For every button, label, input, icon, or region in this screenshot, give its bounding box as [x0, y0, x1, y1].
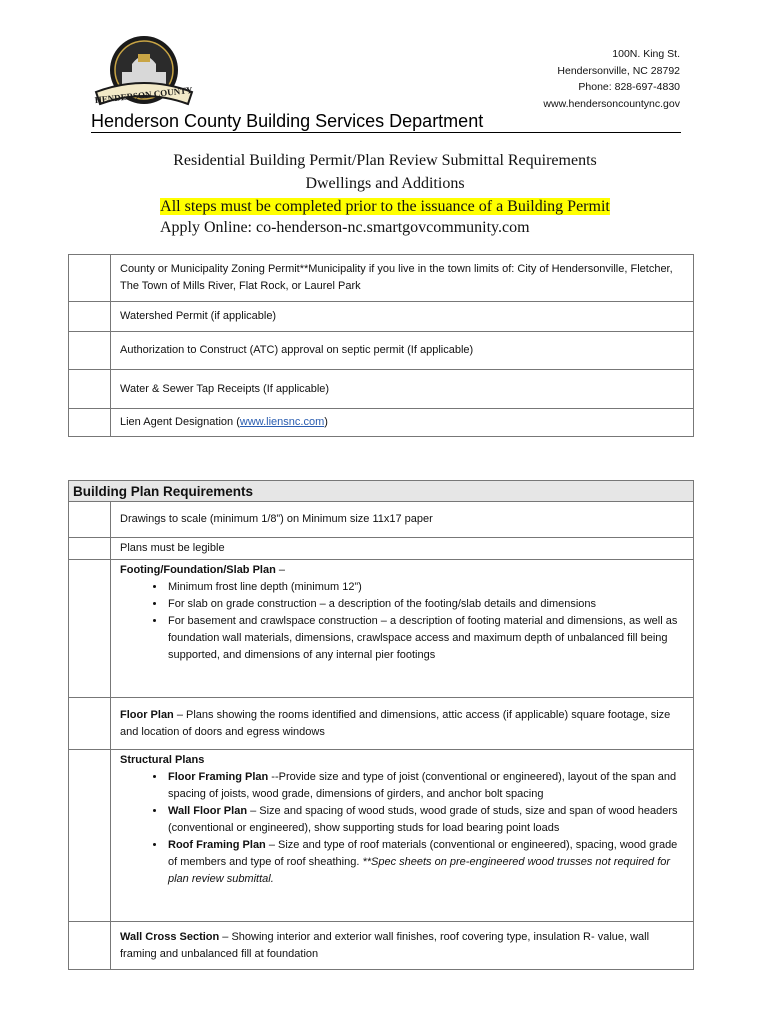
structural-plans-item: Structural Plans • Floor Framing Plan --Provide size and type of joist (conventional or engineered), layout of the span and spacing of joists, wood grade, dimensions of girders, and anchor bolt spacing • Wall Floor Plan – Size and spacing of wood studs, wood grade of studs, size and span of wood headers (conventional or engineered), show supporting studs for load bearing point loads • Roof Framing Plan – Size and type of roof materials (conventional or engineered), spacing, wood grade of members and type of roof sheathing. **Spec sheets on pre-engineered wood trusses not required for plan review submittal.	[111, 750, 694, 922]
atc-approval-item: Authorization to Construct (ATC) approval on septic permit (If applicable)	[111, 332, 694, 370]
footing-bullet-list	[120, 579, 687, 664]
address-website[interactable]: www.hendersoncountync.gov	[543, 97, 680, 110]
wall-cross-section-item: Wall Cross Section – Showing interior and exterior wall finishes, roof covering type, insulation R- value, wall framing and unbalanced fill at foundation	[111, 922, 694, 970]
table-row	[69, 560, 694, 698]
plans-legible-item: Plans must be legible	[111, 538, 694, 560]
list-item: • Roof Framing Plan – Size and type of roof materials (conventional or engineered), spacing, wood grade of members and type of roof sheathing. **Spec sheets on pre-engineered wood trusses not required for plan review submittal.	[166, 837, 687, 888]
zoning-permit-item: County or Municipality Zoning Permit**Municipality if you live in the town limits of: City of Hendersonville, Fletcher, The Town of Mills River, Flat Rock, or Laurel Park	[111, 255, 694, 302]
apply-online-text: Apply Online: co-henderson-nc.smartgovcommunity.com	[160, 219, 530, 236]
department-title: Henderson County Building Services Department	[91, 110, 681, 133]
table-row	[69, 502, 694, 538]
structural-bullet-list	[120, 769, 687, 888]
table-row	[69, 538, 694, 560]
table-row	[69, 698, 694, 750]
list-item: • For basement and crawlspace construction – a description of footing material and dimensions, as well as foundation wall materials, dimensions, crawlspace access and maximum depth of unbalanced fill being supported, and dimensions of any internal pier footings	[166, 613, 687, 664]
table-row	[69, 302, 694, 332]
checkbox-cell[interactable]	[69, 302, 111, 332]
water-sewer-item: Water & Sewer Tap Receipts (If applicable)	[111, 370, 694, 409]
svg-text:HENDERSON COUNTY: HENDERSON COUNTY	[94, 84, 194, 106]
table-row	[69, 332, 694, 370]
address-street: 100N. King St.	[612, 48, 680, 60]
document-title: Residential Building Permit/Plan Review Submittal Requirements	[173, 152, 597, 169]
list-item: • Minimum frost line depth (minimum 12”)	[166, 579, 687, 596]
checkbox-cell[interactable]	[69, 332, 111, 370]
building-plan-requirements-table	[68, 480, 694, 970]
county-seal-logo	[92, 34, 196, 112]
checkbox-cell[interactable]	[69, 750, 111, 922]
department-address	[543, 46, 680, 112]
table-row	[69, 922, 694, 970]
section-heading: Building Plan Requirements	[69, 481, 694, 502]
drawings-scale-item: Drawings to scale (minimum 1/8”) on Minimum size 11x17 paper	[111, 502, 694, 538]
floor-plan-item: Floor Plan – Plans showing the rooms identified and dimensions, attic access (if applicable) square footage, size and location of doors and egress windows	[111, 698, 694, 750]
table-row	[69, 409, 694, 437]
notice-text: All steps must be completed prior to the issuance of a Building Permit	[160, 198, 610, 215]
checkbox-cell[interactable]	[69, 560, 111, 698]
checkbox-cell[interactable]	[69, 409, 111, 437]
watershed-permit-item: Watershed Permit (if applicable)	[111, 302, 694, 332]
list-item: • For slab on grade construction – a description of the footing/slab details and dimensions	[166, 596, 687, 613]
highlighted-notice	[0, 198, 770, 216]
document-subtitle: Dwellings and Additions	[305, 175, 465, 192]
prerequisite-permits-table	[68, 254, 694, 437]
lien-agent-item: Lien Agent Designation (www.liensnc.com)	[111, 409, 694, 437]
checkbox-cell[interactable]	[69, 698, 111, 750]
table-header-row	[69, 481, 694, 502]
list-item: • Wall Floor Plan – Size and spacing of wood studs, wood grade of studs, size and span of wood headers (conventional or engineered), show supporting studs for load bearing point loads	[166, 803, 687, 837]
checkbox-cell[interactable]	[69, 922, 111, 970]
list-item: • Floor Framing Plan --Provide size and type of joist (conventional or engineered), layout of the span and spacing of joists, wood grade, dimensions of girders, and anchor bolt spacing	[166, 769, 687, 803]
footing-plan-item: Footing/Foundation/Slab Plan – • Minimum frost line depth (minimum 12”) • For slab on grade construction – a description of the footing/slab details and dimensions • For basement and crawlspace construction – a description of footing material and dimensions, as well as foundation wall materials, dimensions, crawlspace access and maximum depth of unbalanced fill being supported, and dimensions of any internal pier footings	[111, 560, 694, 698]
table-row	[69, 750, 694, 922]
checkbox-cell[interactable]	[69, 370, 111, 409]
address-city: Hendersonville, NC 28792	[557, 64, 680, 77]
address-phone: Phone: 828-697-4830	[578, 81, 680, 93]
checkbox-cell[interactable]	[69, 538, 111, 560]
liensnc-link[interactable]: www.liensnc.com	[239, 416, 325, 428]
table-row	[69, 370, 694, 409]
table-row	[69, 255, 694, 302]
checkbox-cell[interactable]	[69, 255, 111, 302]
checkbox-cell[interactable]	[69, 502, 111, 538]
